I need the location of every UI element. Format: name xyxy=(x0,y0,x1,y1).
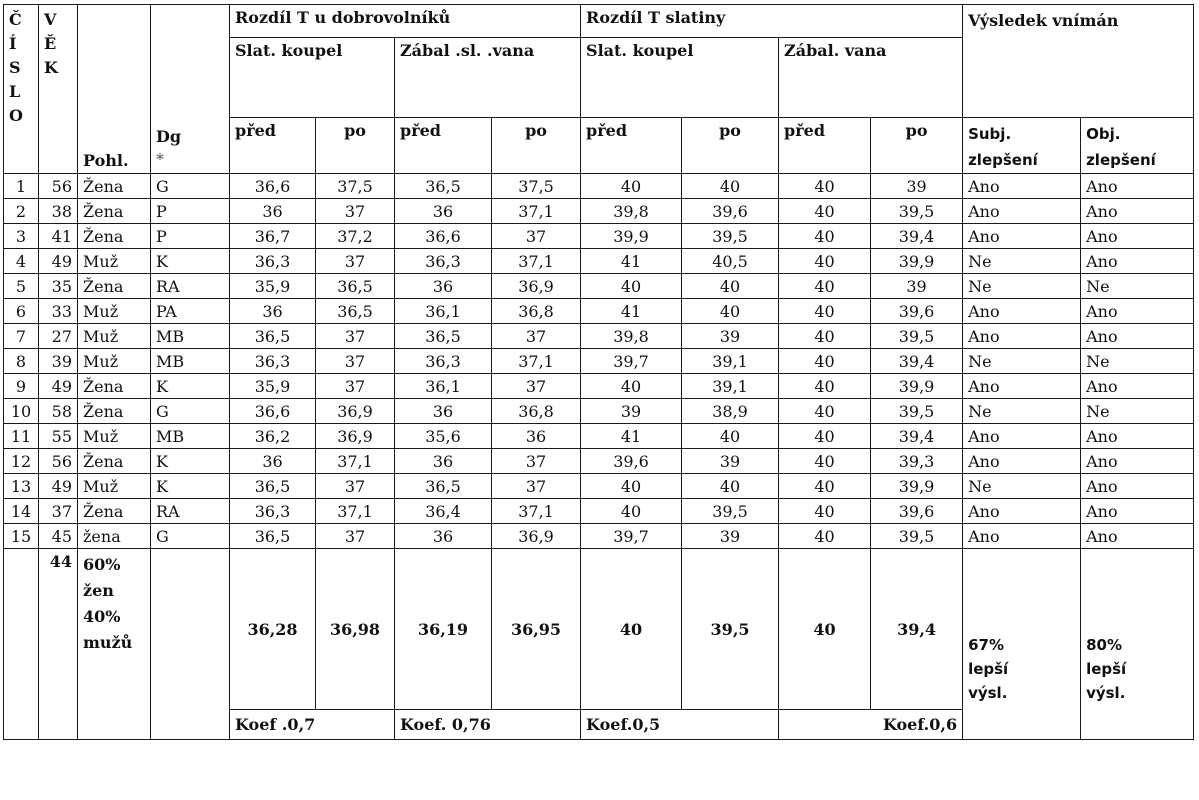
dg-summary-cell xyxy=(151,549,230,740)
gender-cell: Muž xyxy=(78,424,151,449)
subj-cell: Ano xyxy=(963,224,1081,249)
row-number: 15 xyxy=(4,524,39,549)
value-cell: 39,5 xyxy=(682,499,779,524)
table-row xyxy=(4,174,1194,199)
value-cell: 39 xyxy=(682,524,779,549)
subj-cell: Ano xyxy=(963,374,1081,399)
value-cell: 36 xyxy=(395,199,492,224)
value-cell: 36,8 xyxy=(492,299,581,324)
obj-cell: Ne xyxy=(1081,349,1194,374)
subj-cell: Ano xyxy=(963,449,1081,474)
po-header: po xyxy=(492,118,581,174)
age-cell: 33 xyxy=(39,299,78,324)
mean-cell: 39,4 xyxy=(871,549,963,710)
value-cell: 39,9 xyxy=(871,474,963,499)
value-cell: 36,8 xyxy=(492,399,581,424)
table-row xyxy=(4,249,1194,274)
value-cell: 36,3 xyxy=(230,499,316,524)
row-number: 3 xyxy=(4,224,39,249)
value-cell: 40 xyxy=(581,274,682,299)
value-cell: 40 xyxy=(779,224,871,249)
value-cell: 40 xyxy=(779,274,871,299)
age-cell: 39 xyxy=(39,349,78,374)
gender-cell: Žena xyxy=(78,199,151,224)
obj-cell: Ano xyxy=(1081,499,1194,524)
value-cell: 41 xyxy=(581,299,682,324)
obj-cell: Ne xyxy=(1081,399,1194,424)
value-cell: 40 xyxy=(779,374,871,399)
dg-cell: G xyxy=(151,174,230,199)
dg-cell: K xyxy=(151,374,230,399)
obj-header: Obj. zlepšení xyxy=(1081,118,1194,174)
value-cell: 36,5 xyxy=(316,274,395,299)
value-cell: 39,9 xyxy=(581,224,682,249)
subj-cell: Ano xyxy=(963,524,1081,549)
row-number: 10 xyxy=(4,399,39,424)
value-cell: 39,7 xyxy=(581,524,682,549)
mean-cell: 36,98 xyxy=(316,549,395,710)
subj-cell: Ano xyxy=(963,499,1081,524)
value-cell: 39,4 xyxy=(871,424,963,449)
po-header: po xyxy=(871,118,963,174)
table-row xyxy=(4,274,1194,299)
row-number: 5 xyxy=(4,274,39,299)
value-cell: 37,1 xyxy=(492,249,581,274)
table-row xyxy=(4,224,1194,249)
gender-cell: Žena xyxy=(78,374,151,399)
dg-footnote-mark: * xyxy=(156,150,164,169)
obj-cell: Ano xyxy=(1081,374,1194,399)
coef-cell: Koef. 0,76 xyxy=(395,710,581,740)
value-cell: 37,1 xyxy=(316,449,395,474)
value-cell: 36,4 xyxy=(395,499,492,524)
value-cell: 39 xyxy=(682,449,779,474)
value-cell: 40 xyxy=(779,524,871,549)
group-slatiny-header: Rozdíl T slatiny xyxy=(581,5,963,38)
value-cell: 37 xyxy=(492,474,581,499)
value-cell: 37 xyxy=(316,474,395,499)
subj-cell: Ano xyxy=(963,199,1081,224)
value-cell: 40 xyxy=(779,499,871,524)
group-dobrovolnici-header: Rozdíl T u dobrovolníků xyxy=(230,5,581,38)
value-cell: 40 xyxy=(779,174,871,199)
subj-cell: Ne xyxy=(963,349,1081,374)
age-cell: 58 xyxy=(39,399,78,424)
row-number: 14 xyxy=(4,499,39,524)
obj-cell: Ano xyxy=(1081,299,1194,324)
value-cell: 36,6 xyxy=(230,399,316,424)
gender-cell: Žena xyxy=(78,499,151,524)
value-cell: 36 xyxy=(395,399,492,424)
row-number: 2 xyxy=(4,199,39,224)
gender-cell: žena xyxy=(78,524,151,549)
value-cell: 36,5 xyxy=(395,324,492,349)
zabal-vana-header: Zábal. vana xyxy=(779,38,963,118)
value-cell: 37,1 xyxy=(492,499,581,524)
age-cell: 37 xyxy=(39,499,78,524)
gender-cell: Žena xyxy=(78,274,151,299)
value-cell: 36,9 xyxy=(316,424,395,449)
age-cell: 38 xyxy=(39,199,78,224)
pohl-header: Pohl. xyxy=(78,5,151,174)
avg-age-cell: 44 xyxy=(39,549,78,740)
value-cell: 40 xyxy=(779,474,871,499)
value-cell: 41 xyxy=(581,424,682,449)
gender-cell: Muž xyxy=(78,299,151,324)
obj-cell: Ne xyxy=(1081,274,1194,299)
mean-cell: 40 xyxy=(581,549,682,710)
po-header: po xyxy=(682,118,779,174)
row-number: 12 xyxy=(4,449,39,474)
row-number: 1 xyxy=(4,174,39,199)
age-cell: 55 xyxy=(39,424,78,449)
obj-cell: Ano xyxy=(1081,249,1194,274)
value-cell: 36 xyxy=(395,524,492,549)
value-cell: 36,3 xyxy=(230,249,316,274)
dg-cell: P xyxy=(151,199,230,224)
dg-cell: MB xyxy=(151,324,230,349)
mean-cell: 39,5 xyxy=(682,549,779,710)
mean-cell: 36,95 xyxy=(492,549,581,710)
value-cell: 40 xyxy=(779,199,871,224)
value-cell: 37 xyxy=(316,249,395,274)
dg-cell: MB xyxy=(151,349,230,374)
dg-cell: K xyxy=(151,474,230,499)
dg-label: Dg xyxy=(156,127,182,146)
row-number: 13 xyxy=(4,474,39,499)
row-number: 7 xyxy=(4,324,39,349)
table-row xyxy=(4,424,1194,449)
age-cell: 27 xyxy=(39,324,78,349)
gender-cell: Žena xyxy=(78,174,151,199)
value-cell: 36,2 xyxy=(230,424,316,449)
value-cell: 36,5 xyxy=(230,324,316,349)
gender-cell: Muž xyxy=(78,349,151,374)
dg-cell: RA xyxy=(151,499,230,524)
row-number: 8 xyxy=(4,349,39,374)
coef-cell: Koef .0,7 xyxy=(230,710,395,740)
age-cell: 49 xyxy=(39,374,78,399)
row-number: 11 xyxy=(4,424,39,449)
value-cell: 36,5 xyxy=(395,174,492,199)
value-cell: 37,1 xyxy=(492,349,581,374)
value-cell: 36,9 xyxy=(492,524,581,549)
mean-cell: 36,28 xyxy=(230,549,316,710)
vek-header: V Ě K xyxy=(39,5,78,174)
age-cell: 35 xyxy=(39,274,78,299)
pred-header: před xyxy=(230,118,316,174)
summary-row xyxy=(4,549,1194,710)
value-cell: 39,8 xyxy=(581,324,682,349)
value-cell: 37 xyxy=(316,524,395,549)
value-cell: 36,3 xyxy=(395,249,492,274)
obj-cell: Ano xyxy=(1081,524,1194,549)
obj-cell: Ano xyxy=(1081,199,1194,224)
obj-cell: Ano xyxy=(1081,224,1194,249)
value-cell: 40 xyxy=(581,474,682,499)
value-cell: 40 xyxy=(581,374,682,399)
value-cell: 39,6 xyxy=(581,449,682,474)
age-cell: 45 xyxy=(39,524,78,549)
value-cell: 36 xyxy=(230,449,316,474)
table-row xyxy=(4,299,1194,324)
mean-cell: 36,19 xyxy=(395,549,492,710)
table-row xyxy=(4,199,1194,224)
subj-cell: Ne xyxy=(963,399,1081,424)
value-cell: 40 xyxy=(779,424,871,449)
age-cell: 56 xyxy=(39,449,78,474)
table-row xyxy=(4,374,1194,399)
value-cell: 37 xyxy=(492,324,581,349)
table-row xyxy=(4,449,1194,474)
cislo-header: Č Í S L O xyxy=(4,5,39,174)
value-cell: 36,1 xyxy=(395,374,492,399)
subj-header: Subj. zlepšení xyxy=(963,118,1081,174)
obj-summary-cell: 80% lepší výsl. xyxy=(1081,549,1194,740)
subj-cell: Ne xyxy=(963,274,1081,299)
dg-cell: G xyxy=(151,524,230,549)
value-cell: 39,5 xyxy=(871,199,963,224)
value-cell: 36,6 xyxy=(230,174,316,199)
value-cell: 40 xyxy=(682,174,779,199)
value-cell: 40 xyxy=(779,299,871,324)
value-cell: 36,5 xyxy=(316,299,395,324)
table-row xyxy=(4,474,1194,499)
value-cell: 36 xyxy=(230,199,316,224)
value-cell: 36,9 xyxy=(492,274,581,299)
value-cell: 40 xyxy=(581,174,682,199)
age-cell: 41 xyxy=(39,224,78,249)
value-cell: 39,3 xyxy=(871,449,963,474)
table-row xyxy=(4,524,1194,549)
value-cell: 37 xyxy=(492,224,581,249)
dg-cell: G xyxy=(151,399,230,424)
subj-cell: Ne xyxy=(963,474,1081,499)
gender-cell: Muž xyxy=(78,324,151,349)
pred-header: před xyxy=(581,118,682,174)
summary-empty-cell xyxy=(4,549,39,740)
value-cell: 39,7 xyxy=(581,349,682,374)
value-cell: 36,1 xyxy=(395,299,492,324)
value-cell: 39,9 xyxy=(871,374,963,399)
value-cell: 40 xyxy=(779,249,871,274)
value-cell: 40 xyxy=(779,349,871,374)
value-cell: 39 xyxy=(682,324,779,349)
table-row xyxy=(4,399,1194,424)
value-cell: 39,4 xyxy=(871,224,963,249)
value-cell: 37 xyxy=(492,449,581,474)
pred-header: před xyxy=(779,118,871,174)
subj-cell: Ano xyxy=(963,324,1081,349)
dg-cell: K xyxy=(151,249,230,274)
value-cell: 37 xyxy=(316,324,395,349)
value-cell: 36 xyxy=(395,274,492,299)
slat-koupel-2-header: Slat. koupel xyxy=(581,38,779,118)
obj-cell: Ano xyxy=(1081,324,1194,349)
table-row xyxy=(4,349,1194,374)
obj-cell: Ano xyxy=(1081,174,1194,199)
subj-cell: Ano xyxy=(963,424,1081,449)
value-cell: 36 xyxy=(492,424,581,449)
age-cell: 56 xyxy=(39,174,78,199)
value-cell: 36,6 xyxy=(395,224,492,249)
zabal-sl-vana-header: Zábal .sl. .vana xyxy=(395,38,581,118)
value-cell: 41 xyxy=(581,249,682,274)
value-cell: 36 xyxy=(395,449,492,474)
value-cell: 37 xyxy=(492,374,581,399)
value-cell: 37,5 xyxy=(492,174,581,199)
value-cell: 39,9 xyxy=(871,249,963,274)
value-cell: 38,9 xyxy=(682,399,779,424)
age-cell: 49 xyxy=(39,249,78,274)
dg-cell: K xyxy=(151,449,230,474)
dg-cell: P xyxy=(151,224,230,249)
value-cell: 40 xyxy=(779,324,871,349)
dg-cell: RA xyxy=(151,274,230,299)
value-cell: 37,5 xyxy=(316,174,395,199)
po-header: po xyxy=(316,118,395,174)
pred-header: před xyxy=(395,118,492,174)
value-cell: 39 xyxy=(871,274,963,299)
value-cell: 39,5 xyxy=(871,524,963,549)
value-cell: 35,6 xyxy=(395,424,492,449)
value-cell: 36,7 xyxy=(230,224,316,249)
value-cell: 37,2 xyxy=(316,224,395,249)
obj-cell: Ano xyxy=(1081,474,1194,499)
subj-cell: Ano xyxy=(963,299,1081,324)
value-cell: 37 xyxy=(316,349,395,374)
subj-cell: Ne xyxy=(963,249,1081,274)
gender-cell: Muž xyxy=(78,474,151,499)
value-cell: 36,5 xyxy=(230,474,316,499)
group-vysledek-header: Výsledek vnímán xyxy=(963,5,1194,118)
dg-header xyxy=(151,5,230,174)
value-cell: 37 xyxy=(316,374,395,399)
value-cell: 36,3 xyxy=(230,349,316,374)
value-cell: 39,6 xyxy=(871,499,963,524)
value-cell: 39 xyxy=(871,174,963,199)
value-cell: 39,6 xyxy=(871,299,963,324)
obj-cell: Ano xyxy=(1081,424,1194,449)
value-cell: 40 xyxy=(779,399,871,424)
value-cell: 37 xyxy=(316,199,395,224)
gender-cell: Muž xyxy=(78,249,151,274)
mean-cell: 40 xyxy=(779,549,871,710)
value-cell: 36 xyxy=(230,299,316,324)
subj-cell: Ano xyxy=(963,174,1081,199)
value-cell: 39,5 xyxy=(871,324,963,349)
coef-cell: Koef.0,5 xyxy=(581,710,779,740)
value-cell: 39,4 xyxy=(871,349,963,374)
dg-cell: PA xyxy=(151,299,230,324)
table-row xyxy=(4,324,1194,349)
row-number: 4 xyxy=(4,249,39,274)
value-cell: 40 xyxy=(779,449,871,474)
value-cell: 39,5 xyxy=(682,224,779,249)
table-row xyxy=(4,499,1194,524)
value-cell: 37,1 xyxy=(316,499,395,524)
obj-cell: Ano xyxy=(1081,449,1194,474)
value-cell: 40 xyxy=(581,499,682,524)
subj-summary-cell: 67% lepší výsl. xyxy=(963,549,1081,740)
value-cell: 39,1 xyxy=(682,349,779,374)
slat-koupel-header: Slat. koupel xyxy=(230,38,395,118)
value-cell: 39,6 xyxy=(682,199,779,224)
value-cell: 39,8 xyxy=(581,199,682,224)
gender-cell: Žena xyxy=(78,449,151,474)
dg-cell: MB xyxy=(151,424,230,449)
value-cell: 36,3 xyxy=(395,349,492,374)
value-cell: 40 xyxy=(682,299,779,324)
row-number: 9 xyxy=(4,374,39,399)
value-cell: 39,1 xyxy=(682,374,779,399)
value-cell: 35,9 xyxy=(230,374,316,399)
value-cell: 40 xyxy=(682,424,779,449)
value-cell: 39,5 xyxy=(871,399,963,424)
gender-cell: Žena xyxy=(78,399,151,424)
value-cell: 35,9 xyxy=(230,274,316,299)
value-cell: 40 xyxy=(682,474,779,499)
row-number: 6 xyxy=(4,299,39,324)
value-cell: 36,5 xyxy=(230,524,316,549)
value-cell: 40 xyxy=(682,274,779,299)
value-cell: 39 xyxy=(581,399,682,424)
coef-cell: Koef.0,6 xyxy=(779,710,963,740)
gender-cell: Žena xyxy=(78,224,151,249)
age-cell: 49 xyxy=(39,474,78,499)
gender-summary-cell: 60% žen 40% mužů xyxy=(78,549,151,740)
value-cell: 36,9 xyxy=(316,399,395,424)
value-cell: 40,5 xyxy=(682,249,779,274)
results-table xyxy=(3,4,1194,740)
value-cell: 37,1 xyxy=(492,199,581,224)
value-cell: 36,5 xyxy=(395,474,492,499)
